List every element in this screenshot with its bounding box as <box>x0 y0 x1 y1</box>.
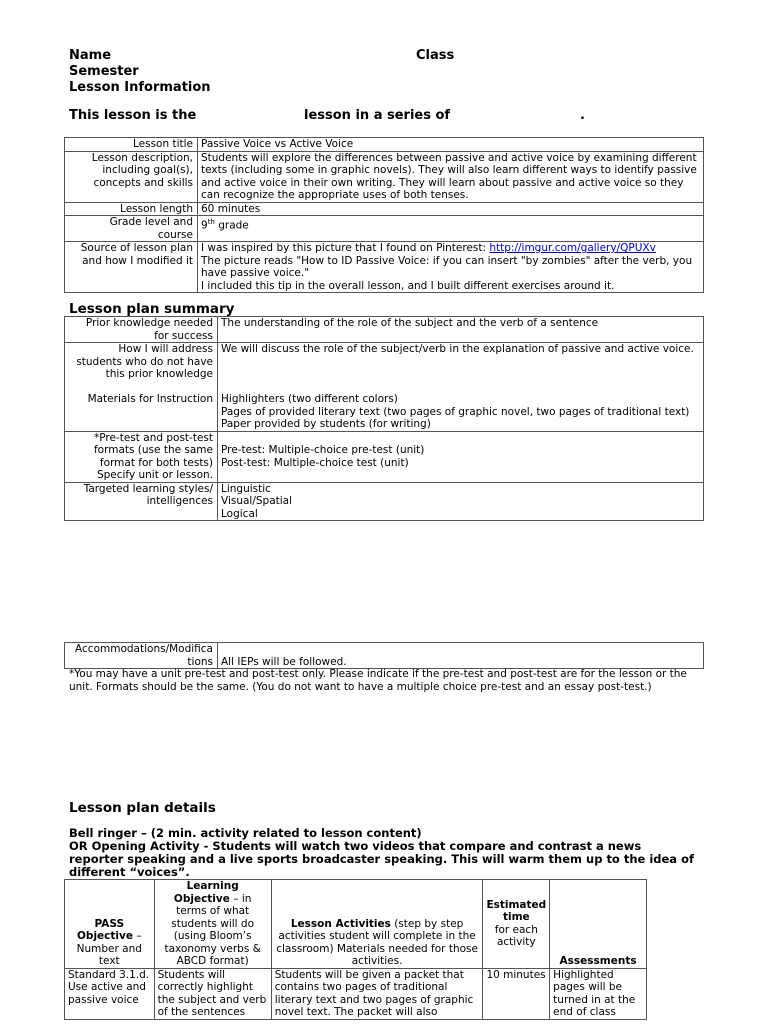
table-row <box>65 968 647 1019</box>
learning-styles-label: Targeted learning styles/ intelligences <box>65 482 218 521</box>
lesson-length-label: Lesson length <box>65 202 198 216</box>
name-label: Name <box>69 48 112 63</box>
bell-ringer: Bell ringer – (2 min. activity related to lesson content) <box>69 826 422 840</box>
estimated-time-header <box>483 880 550 969</box>
pretest-label: *Pre-test and post-test formats (use the same format for both tests) Specify unit or lesson. <box>65 431 218 482</box>
series-period: . <box>580 108 585 123</box>
pass-objective-header-bold: PASS Objective <box>77 917 133 942</box>
source-intro: I was inspired by this picture that I found on Pinterest: <box>201 242 490 254</box>
grade-suffix: th <box>207 218 215 226</box>
lesson-information-label: Lesson Information <box>69 80 211 95</box>
pretest-footnote: *You may have a unit pre-test and post-test only. Please indicate if the pre-test and post-test are for the lesson or the unit. Formats should be the same. (You do not want to have a multiple choice pre-test and an essay post-test.) <box>69 668 687 693</box>
class-label: Class <box>416 48 455 63</box>
address-students-label: How I will address students who do not have this prior knowledge Materials for Instruction <box>65 343 218 432</box>
pinterest-link[interactable]: http://imgur.com/gallery/QPUXv <box>489 242 656 254</box>
address-students-value: We will discuss the role of the subject/verb in the explanation of passive and active voice. Highlighters (two different colors) Pages of provided literary text (two pages of graphic novel, two pages of traditional text) Paper provided by students (for writing) <box>218 343 704 432</box>
source-value <box>198 242 704 293</box>
estimated-time-header-bold: Estimated time <box>486 898 547 924</box>
prior-knowledge-value: The understanding of the role of the subject and the verb of a sentence <box>218 317 704 343</box>
lesson-title-label: Lesson title <box>65 138 198 152</box>
table-row <box>65 202 704 216</box>
grade-level-label: Grade level and course <box>65 216 198 242</box>
pretest-value: Pre-test: Multiple-choice pre-test (unit) Post-test: Multiple-choice test (unit) <box>218 431 704 482</box>
lesson-title-value: Passive Voice vs Active Voice <box>198 138 704 152</box>
learning-objective-header-bold: Learning Objective <box>173 880 239 905</box>
lesson-length-value: 60 minutes <box>198 202 704 216</box>
table-row <box>65 317 704 343</box>
assessments-header-bold: Assessments <box>559 955 637 967</box>
grade-level-value <box>198 216 704 242</box>
grade-text: grade <box>214 219 249 232</box>
lesson-activities-header <box>271 880 483 969</box>
row1-learning-objective: Students will correctly highlight the subject and verb of the sentences <box>154 968 271 1019</box>
accommodations-value: All IEPs will be followed. <box>218 643 704 669</box>
details-heading: Lesson plan details <box>69 800 216 816</box>
summary-heading: Lesson plan summary <box>69 301 235 317</box>
grade-number: 9 <box>201 219 208 232</box>
semester-label: Semester <box>69 64 139 79</box>
details-table <box>64 879 647 1020</box>
row1-estimated-time: 10 minutes <box>483 968 550 1019</box>
row1-lesson-activities: Students will be given a packet that contains two pages of traditional literary text and two pages of graphic novel text. The packet will also <box>271 968 483 1019</box>
pass-objective-header <box>65 880 155 969</box>
table-row <box>65 138 704 152</box>
pass-objective-header-rest: – Number and text <box>76 930 142 967</box>
series-text-part2: lesson in a series of <box>304 108 451 123</box>
row1-pass-objective: Standard 3.1.d. Use active and passive voice <box>65 968 155 1019</box>
prior-knowledge-label: Prior knowledge needed for success <box>65 317 218 343</box>
lesson-description-label: Lesson description, including goal(s), concepts and skills <box>65 151 198 202</box>
table-row <box>65 643 704 669</box>
estimated-time-header-rest: for each activity <box>494 923 538 949</box>
row1-assessments: Highlighted pages will be turned in at the end of class <box>550 968 647 1019</box>
accommodations-label: Accommodations/Modifica tions <box>65 643 218 669</box>
opening-activity: OR Opening Activity - Students will watch two videos that compare and contrast a news reporter speaking and a live sports broadcaster speaking. This will warm them up to the idea of different “voices”. <box>69 839 694 879</box>
accommodations-table <box>64 642 704 669</box>
lesson-description-value: Students will explore the differences between passive and active voice by examining different texts (including some in graphic novels). They will also learn different ways to identify passive and active voice in their own writing. They will learn about passive and active voice so they can recognize the appropriate uses of both tenses. <box>198 151 704 202</box>
source-label: Source of lesson plan and how I modified it <box>65 242 198 293</box>
series-text-part1: This lesson is the <box>69 108 197 123</box>
table-row <box>65 242 704 293</box>
table-row <box>65 880 647 969</box>
lesson-activities-header-bold: Lesson Activities <box>290 917 391 930</box>
lesson-info-table <box>64 137 704 293</box>
learning-styles-value: Linguistic Visual/Spatial Logical <box>218 482 704 521</box>
learning-objective-header-rest: – in terms of what students will do (using Bloom’s taxonomy verbs & ABCD format) <box>164 892 261 967</box>
learning-objective-header <box>154 880 271 969</box>
table-row <box>65 431 704 482</box>
table-row <box>65 151 704 202</box>
table-row <box>65 343 704 432</box>
source-description: The picture reads "How to ID Passive Voice: if you can insert "by zombies" after the verb, you have passive voice." I included this tip in the overall lesson, and I built different exercises around it. <box>201 254 693 292</box>
table-row <box>65 216 704 242</box>
table-row <box>65 482 704 521</box>
assessments-header <box>550 880 647 969</box>
lesson-activities-header-rest: (step by step activities student will complete in the classroom) Materials needed for those activities. <box>276 917 478 967</box>
summary-table <box>64 316 704 521</box>
